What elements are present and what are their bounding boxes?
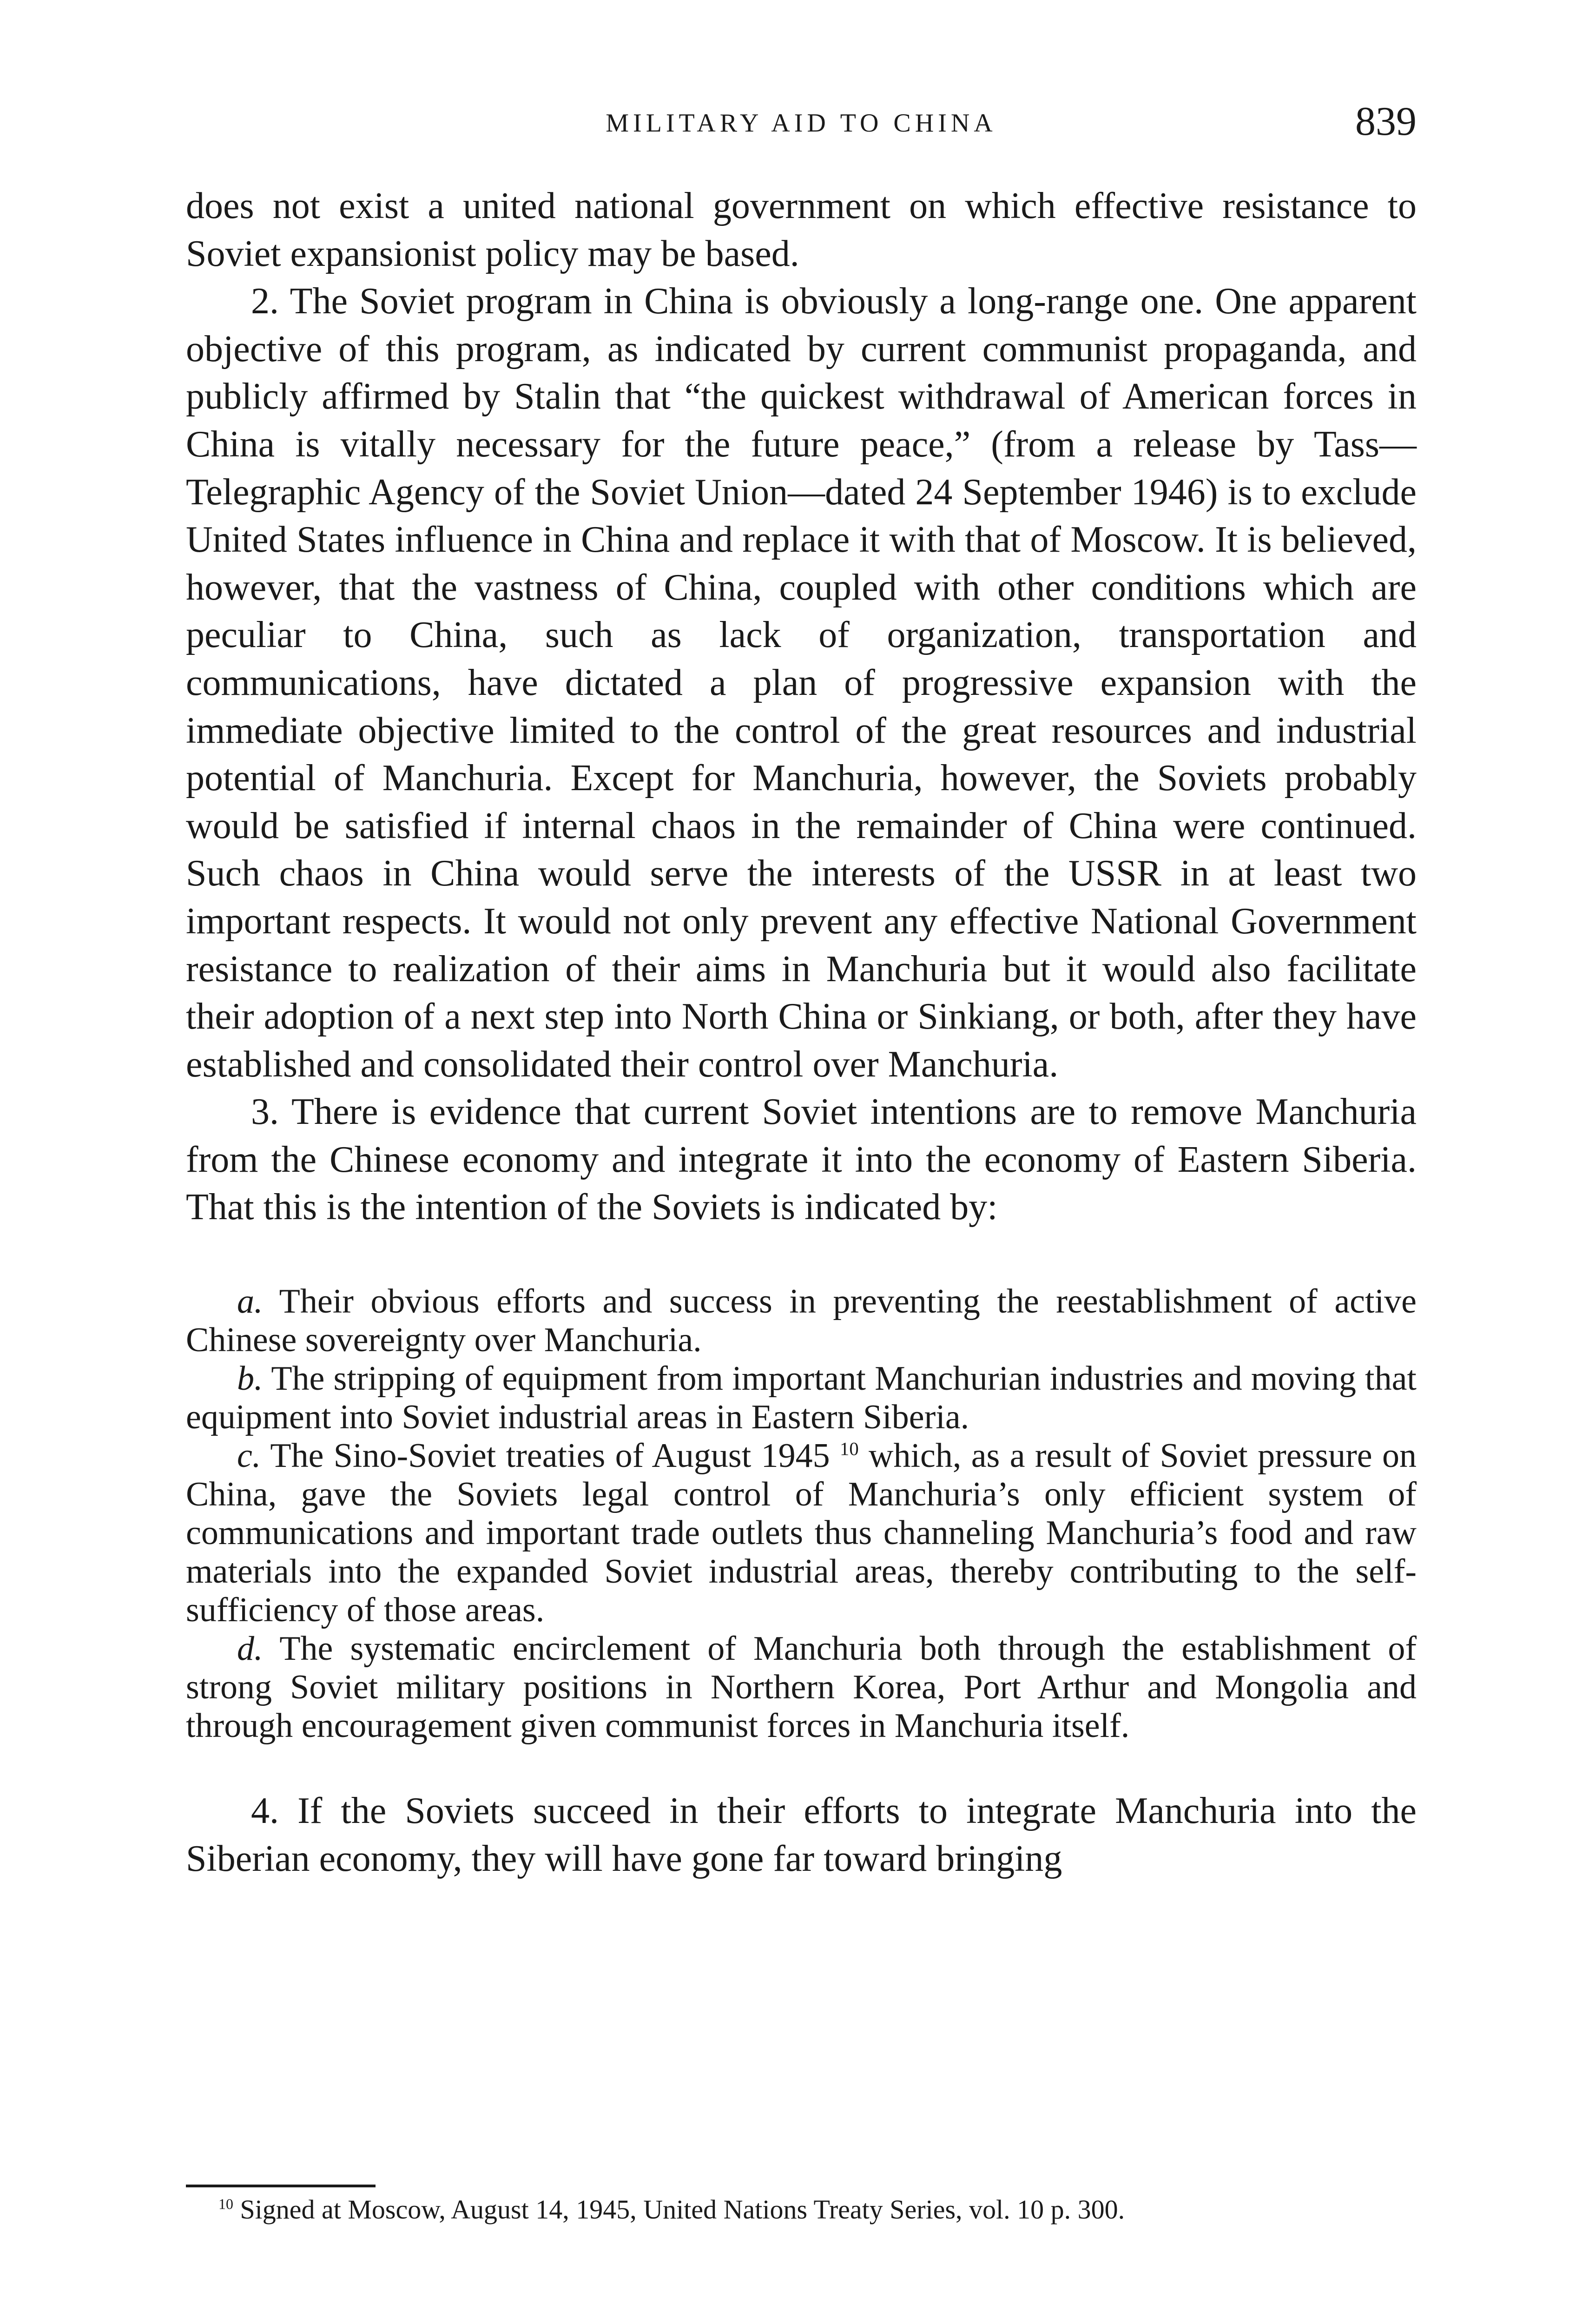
list-text-d: The systematic encirclement of Manchuria both through the establishment of strong Soviet military positions in Northern Korea, Port Arthur and Mongolia and through encouragement given communist forces in Manchuria itself. (186, 1630, 1417, 1745)
footnote-text: Signed at Moscow, August 14, 1945, United Nations Treaty Series, vol. 10 p. 300. (240, 2194, 1125, 2225)
footnote-number: 10 (218, 2196, 233, 2212)
paragraph-4: 4. If the Soviets succeed in their efforts to integrate Manchuria into the Siberian economy, they will have gone far toward bringing (186, 1790, 1417, 1879)
evidence-list (186, 1282, 1417, 1745)
page-number: 839 (1355, 99, 1417, 144)
paragraph-continuation: does not exist a united national government on which effective resistance to Soviet expansionist policy may be based. (186, 185, 1417, 274)
list-item-b (186, 1360, 1417, 1437)
list-letter-c: c. (237, 1437, 261, 1475)
list-letter-b: b. (237, 1360, 263, 1398)
list-text-b: The stripping of equipment from important Manchurian industries and moving that equipment into Soviet industrial areas in Eastern Siberia. (186, 1360, 1417, 1437)
list-item-d (186, 1630, 1417, 1745)
paragraph-2: 2. The Soviet program in China is obviously a long-range one. One apparent objective of this program, as indicated by current communist propaganda, and publicly affirmed by Stalin that “the quickest withdrawal of American forces in China is vitally necessary for the future peace,” (from a release by Tass—Telegraphic Agency of the Soviet Union—dated 24 September 1946) is to exclude United States influence in China and replace it with that of Moscow. It is believed, however, that the vastness of China, coupled with other conditions which are peculiar to China, such as lack of organization, transportation and communications, have dictated a plan of progressive expansion with the immediate objective limited to the control of the great resources and industrial potential of Manchuria. Except for Manchuria, however, the Soviets probably would be satisfied if internal chaos in the remainder of China were continued. Such chaos in China would serve the interests of the USSR in at least two important respects. It would not only prevent any effective National Government resistance to realization of their aims in Manchuria but it would also facilitate their adoption of a next step into North China or Sinkiang, or both, after they have established and consolidated their control over Manchuria. (186, 281, 1417, 1085)
list-text-a: Their obvious efforts and success in preventing the reestablishment of active Chinese sovereignty over Manchuria. (186, 1282, 1417, 1360)
list-item-a (186, 1282, 1417, 1360)
list-text-c-after: which, as a result of Soviet pressure on China, gave the Soviets legal control of Manchuria’s only efficient system of communications and important trade outlets thus channeling Manchuria’s food and raw materials into the expanded Soviet industrial areas, thereby contributing to the self-sufficiency of those areas. (186, 1437, 1417, 1630)
list-letter-a: a. (237, 1282, 263, 1321)
footnote-reference[interactable]: 10 (839, 1438, 859, 1459)
footnote-divider (186, 2185, 376, 2187)
list-text-c-before: The Sino-Soviet treaties of August 1945 (270, 1437, 830, 1475)
list-letter-d: d. (237, 1630, 263, 1668)
page-header (186, 99, 1417, 150)
footnote (186, 2193, 1417, 2226)
running-title: MILITARY AID TO CHINA (606, 109, 997, 138)
list-item-c (186, 1437, 1417, 1630)
paragraph-3: 3. There is evidence that current Soviet intentions are to remove Manchuria from the Chinese economy and integrate it into the economy of Eastern Siberia. That this is the intention of the Soviets is indicated by: (186, 1091, 1417, 1228)
body-text (186, 182, 1417, 1882)
